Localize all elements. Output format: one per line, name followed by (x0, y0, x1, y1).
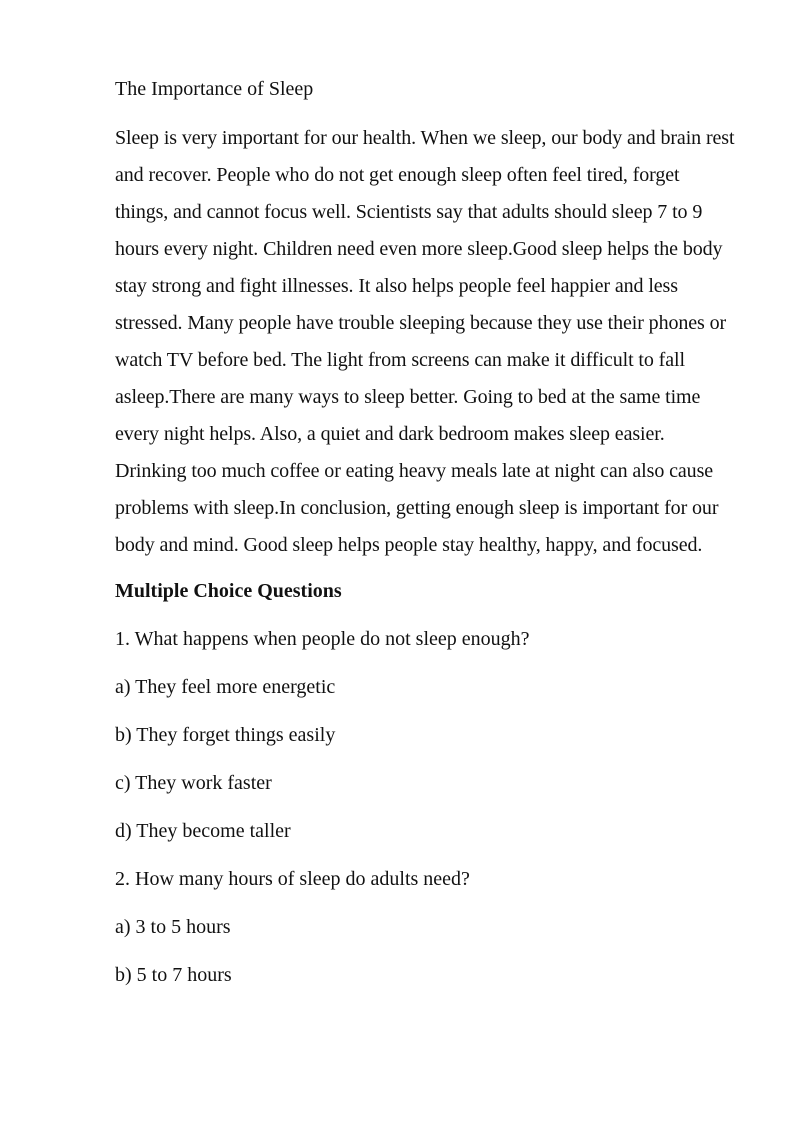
question-2-option-b: b) 5 to 7 hours (115, 964, 232, 986)
question-1-option-c: c) They work faster (115, 772, 272, 794)
question-1-text: 1. What happens when people do not sleep enough? (115, 628, 530, 650)
question-block (115, 864, 735, 990)
question-block (115, 624, 735, 846)
question-1-option-b: b) They forget things easily (115, 724, 336, 746)
question-1-option-d: d) They become taller (115, 820, 291, 842)
mcq-heading: Multiple Choice Questions (115, 580, 342, 602)
document-page (115, 74, 735, 1008)
question-2-option-a: a) 3 to 5 hours (115, 916, 231, 938)
document-title: The Importance of Sleep (115, 78, 314, 100)
question-1-option-a: a) They feel more energetic (115, 676, 336, 698)
reading-passage: Sleep is very important for our health. When we sleep, our body and brain rest and recover. People who do not get enough sleep often feel tired, forget things, and cannot focus well. Scientists say that adults should sleep 7 to 9 hours every night. Children need even more sleep.Good sleep helps the body stay strong and fight illnesses. It also helps people feel happier and less stressed. Many people have trouble sleeping because they use their phones or watch TV before bed. The light from screens can make it difficult to fall asleep.There are many ways to sleep better. Going to bed at the same time every night helps. Also, a quiet and dark bedroom makes sleep easier. Drinking too much coffee or eating heavy meals late at night can also cause problems with sleep.In conclusion, getting enough sleep is important for our body and mind. Good sleep helps people stay healthy, happy, and focused. (115, 127, 735, 556)
question-2-text: 2. How many hours of sleep do adults need? (115, 868, 470, 890)
